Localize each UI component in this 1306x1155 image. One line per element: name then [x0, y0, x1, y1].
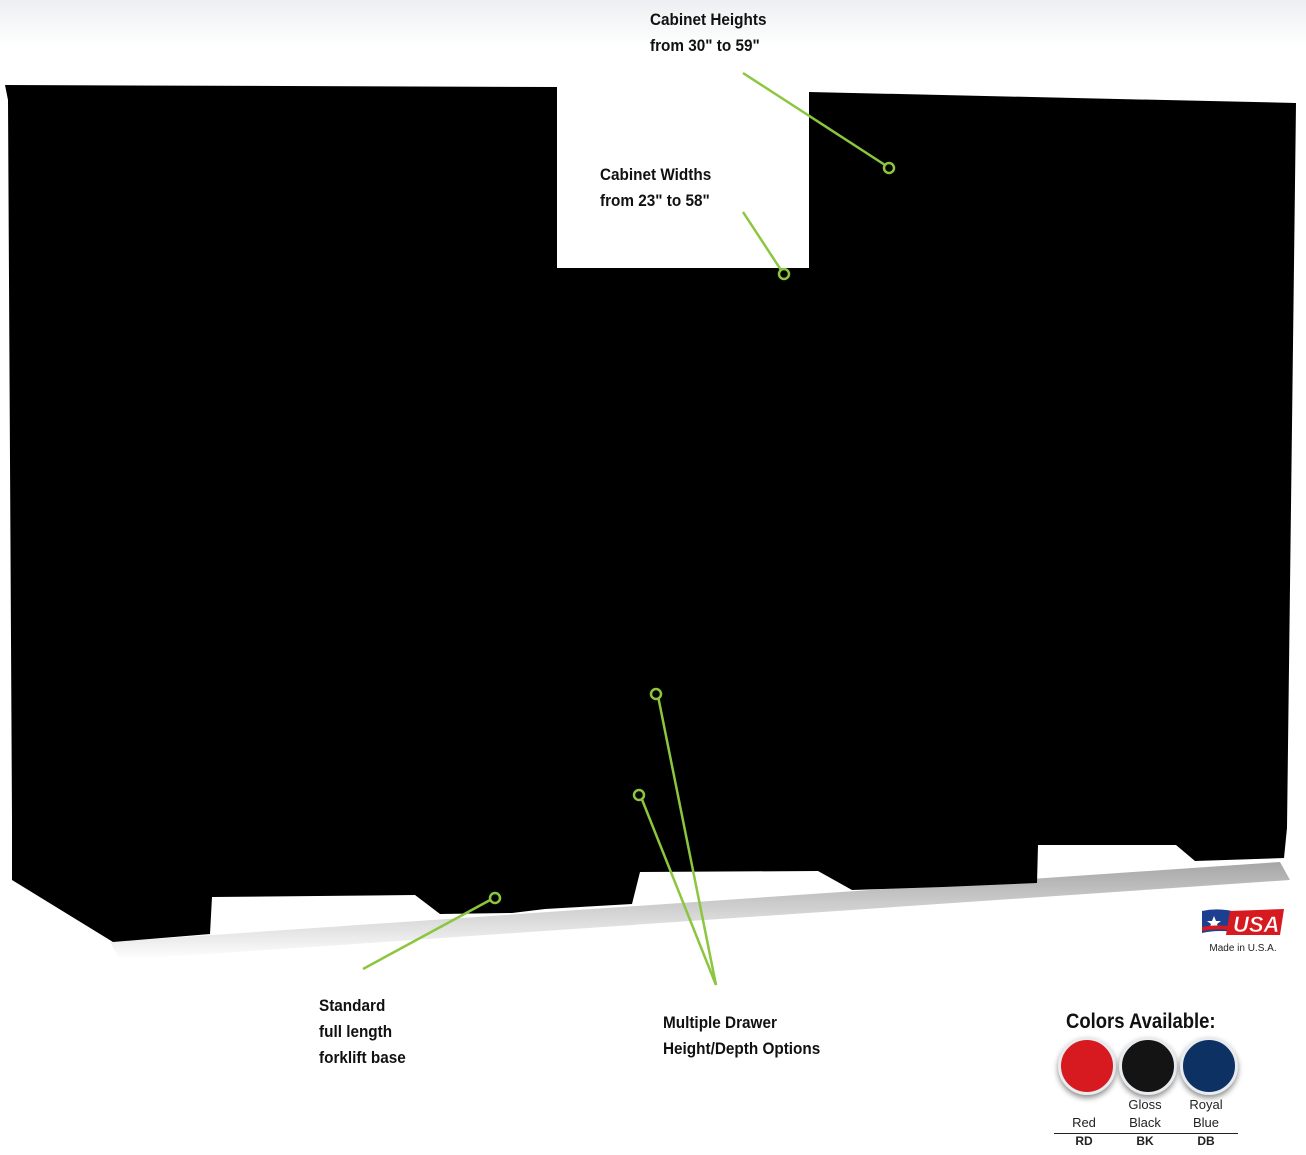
- swatch-red: [1058, 1037, 1116, 1095]
- swatch-label-red: [1054, 1114, 1114, 1132]
- swatch-label-line: Gloss: [1128, 1097, 1162, 1112]
- callout-line: Multiple Drawer: [663, 1013, 777, 1032]
- callout-line: Cabinet Widths: [600, 165, 712, 184]
- swatch-label-line: Black: [1129, 1115, 1161, 1130]
- made-in-usa-caption: Made in U.S.A.: [1209, 943, 1277, 954]
- callout-line: from 30" to 59": [650, 36, 760, 55]
- svg-text:USA: USA: [1233, 912, 1280, 937]
- callout-line: from 23" to 58": [600, 191, 710, 210]
- swatch-label-line: Blue: [1192, 1115, 1220, 1130]
- callout-line: forklift base: [319, 1048, 406, 1067]
- swatch-gloss-black: [1119, 1037, 1177, 1095]
- leader-dot-heights: [884, 163, 894, 173]
- swatch-royal-blue: [1180, 1037, 1238, 1095]
- leader-dot-drawer-b: [634, 790, 644, 800]
- swatch-label-gloss-black: [1115, 1096, 1175, 1132]
- swatch-code-gloss-black: BK: [1136, 1134, 1154, 1148]
- leader-line-widths: [743, 212, 781, 270]
- leader-dot-drawer-a: [651, 689, 661, 699]
- colors-available-title: Colors Available:: [1066, 1010, 1216, 1033]
- callout-line: Cabinet Heights: [650, 10, 767, 29]
- swatch-label-royal-blue: [1176, 1096, 1236, 1132]
- callout-line: Height/Depth Options: [663, 1039, 821, 1058]
- leader-dot-forklift: [490, 893, 500, 903]
- made-in-usa-badge: [1198, 907, 1288, 954]
- swatch-label-line: Red: [1072, 1115, 1096, 1130]
- callout-line: Standard: [319, 996, 386, 1015]
- swatch-code-red: RD: [1075, 1134, 1093, 1148]
- callout-forklift-base: [319, 993, 406, 1071]
- leader-dot-widths: [779, 269, 789, 279]
- callout-line: full length: [319, 1022, 393, 1041]
- swatch-code-royal-blue: DB: [1197, 1134, 1215, 1148]
- callout-drawer-options: [663, 1010, 820, 1062]
- callout-cabinet-heights: [650, 7, 766, 59]
- usa-flag-logo: [1200, 907, 1286, 937]
- swatch-label-line: Royal: [1189, 1097, 1223, 1112]
- callout-cabinet-widths: [600, 162, 711, 214]
